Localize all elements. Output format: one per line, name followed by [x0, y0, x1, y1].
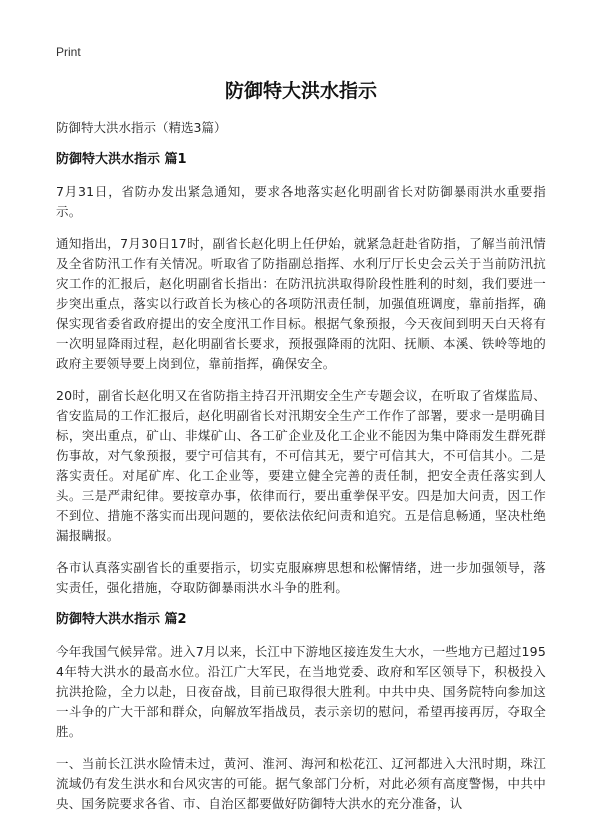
paragraph: 今年我国气候异常。进入7月以来，长江中下游地区接连发生大水，一些地方已超过1954年特大洪水的最高水位。沿江广大军民，在当地党委、政府和军区领导下，积极投入抗洪抢险，全力以赴，日夜奋战，目前已取得很大胜利。中共中央、国务院特向参加这一斗争的广大干部和群众，向解放军指战员，表示亲切的慰问，希望再接再厉，夺取全胜。: [56, 644, 546, 739]
print-link[interactable]: Print: [56, 45, 81, 59]
section-heading-1: 防御特大洪水指示 篇1: [56, 152, 187, 167]
page-title: 防御特大洪水指示: [224, 80, 377, 102]
section-heading-2: 防御特大洪水指示 篇2: [56, 612, 187, 627]
paragraph: 一、当前长江洪水险情未过，黄河、淮河、海河和松花江、辽河都进入大汛时期，珠江流域仍有发生洪水和台风灾害的可能。据气象部门分析，对此必须有高度警惕，中共中央、国务院要求各省、市、自治区都要做好防御特大洪水的充分准备，认: [56, 756, 546, 811]
paragraph: 20时，副省长赵化明又在省防指主持召开汛期安全生产专题会议，在听取了省煤监局、省安监局的工作汇报后，赵化明副省长对汛期安全生产工作作了部署，要求一是明确目标，突出重点，矿山、非煤矿山、各工矿企业及化工企业不能因为集中降雨发生群死群伤事故，对气象预报，要宁可信其有，不可信其无，要宁可信其大，不可信其小。二是落实责任。对尾矿库、化工企业等，要建立健全完善的责任制，把安全责任落实到人头。三是严肃纪律。要按章办事，依律而行，要出重拳保平安。四是加大问责，因工作不到位、措施不落实而出现问题的，要依法依纪问责和追究。五是信息畅通，坚决杜绝漏报瞒报。: [56, 388, 546, 543]
paragraph: 7月31日，省防办发出紧急通知，要求各地落实赵化明副省长对防御暴雨洪水重要指示。: [56, 184, 546, 219]
paragraph: 各市认真落实副省长的重要指示，切实克服麻痹思想和松懈情绪，进一步加强领导，落实责任，强化措施，夺取防御暴雨洪水斗争的胜利。: [56, 560, 546, 595]
document-subtitle: 防御特大洪水指示（精选3篇）: [56, 120, 227, 135]
paragraph: 通知指出，7月30日17时，副省长赵化明上任伊始，就紧急赶赴省防指，了解当前汛情及全省防汛工作有关情况。听取省了防指副总指挥、水利厅厅长史会云关于当前防汛抗灾工作的汇报后，赵化明副省长指出：在防汛抗洪取得阶段性胜利的时刻，我们要进一步突出重点，落实以行政首长为核心的各项防汛责任制，加强值班调度，靠前指挥，确保实现省委省政府提出的安全度汛工作目标。根据气象预报，今天夜间到明天白天将有一次明显降雨过程，赵化明副省长要求，预报强降雨的沈阳、抚顺、本溪、铁岭等地的政府主要领导要上岗到位，靠前指挥，确保安全。: [56, 236, 546, 371]
